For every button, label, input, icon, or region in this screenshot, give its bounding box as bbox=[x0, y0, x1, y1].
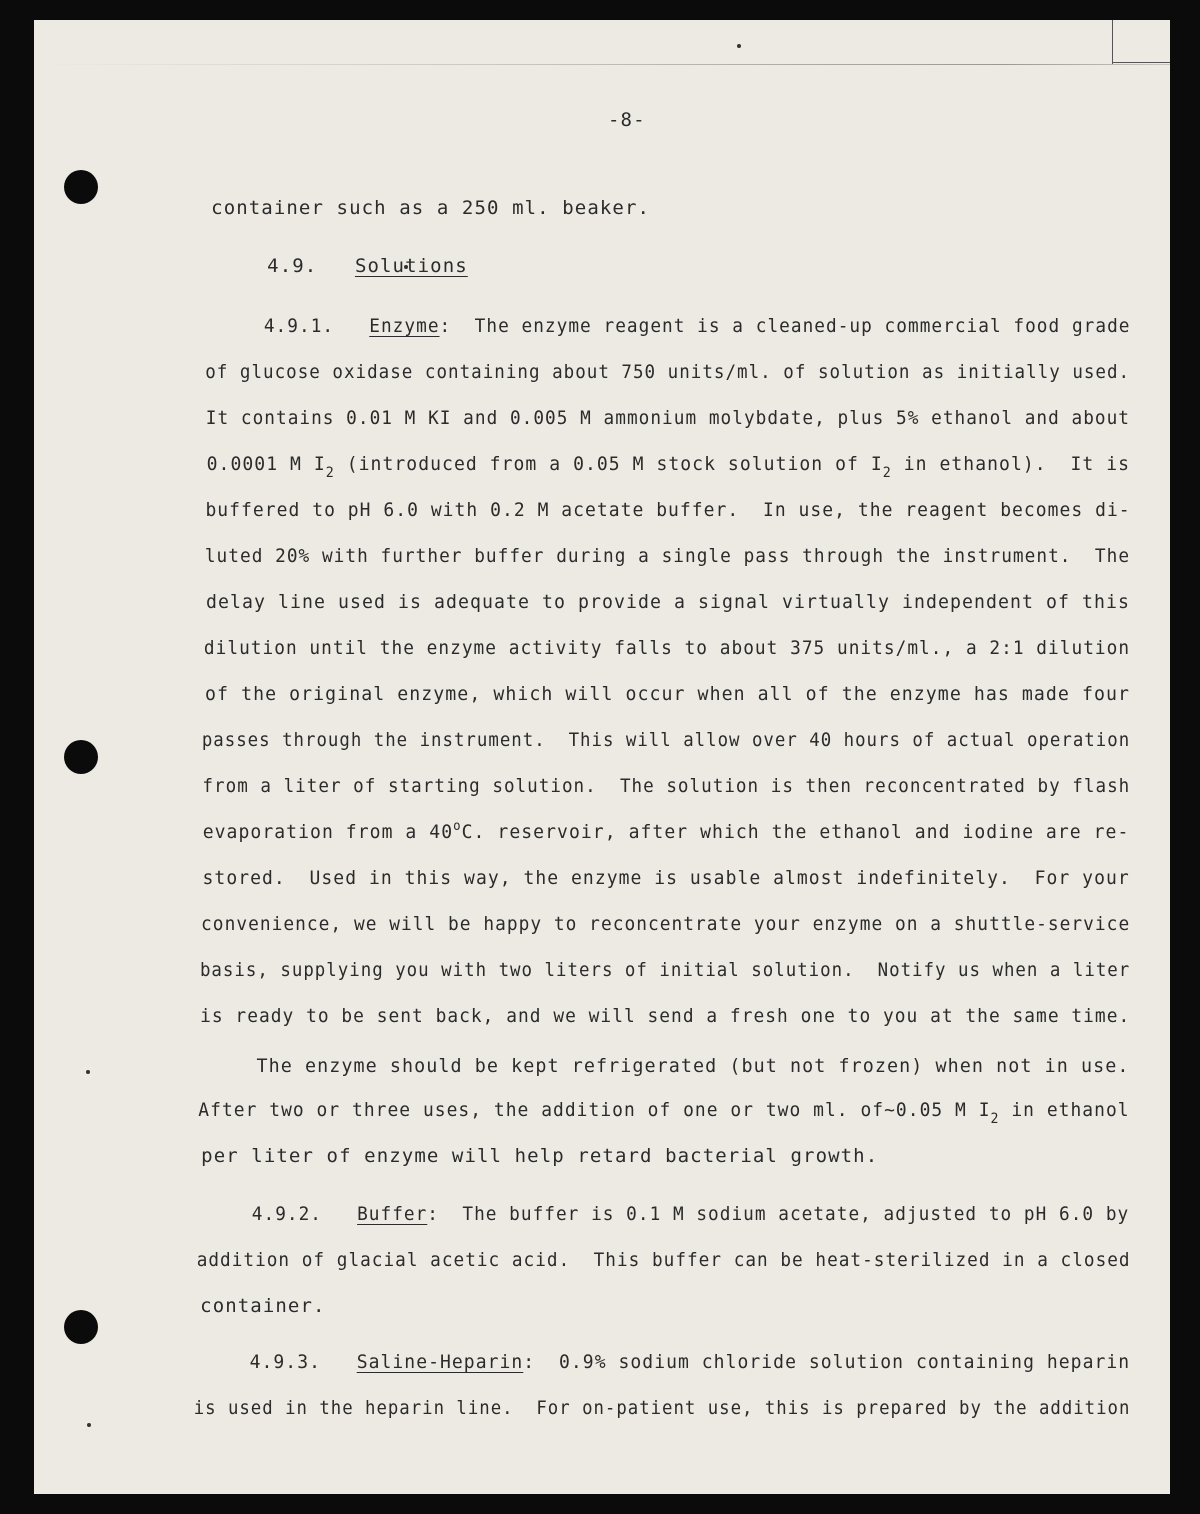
text-run: convenience, we will be happy to reconcentrate your enzyme on a shuttle-service bbox=[201, 913, 1131, 935]
subscript: 2 bbox=[990, 1111, 1000, 1127]
text-run: : The enzyme reagent is a cleaned-up commercial food grade bbox=[439, 315, 1131, 337]
text-run: The enzyme should be kept refrigerated (but not frozen) when not in use. bbox=[256, 1055, 1130, 1077]
text-run: stored. Used in this way, the enzyme is usable almost indefinitely. For your bbox=[202, 867, 1130, 889]
text-run: is ready to be sent back, and we will send a fresh one to you at the same time. bbox=[200, 1005, 1131, 1027]
text-run: from a liter of starting solution. The solution is then reconcentrated by flash bbox=[202, 775, 1131, 797]
fold-line bbox=[34, 64, 1170, 65]
section-title: Solutions bbox=[354, 255, 468, 277]
text-run: passes through the instrument. This will allow over 40 hours of actual operation bbox=[201, 729, 1131, 751]
text-run: luted 20% with further buffer during a single pass through the instrument. The bbox=[204, 545, 1131, 567]
text-run: of the original enzyme, which will occur when all of the enzyme has made four bbox=[205, 683, 1130, 705]
subsection-number: 4.9.1. bbox=[263, 315, 370, 337]
text-run: addition of glacial acetic acid. This buffer can be heat-sterilized in a closed bbox=[196, 1249, 1131, 1271]
text-run: of glucose oxidase containing about 750 units/ml. of solution as initially used. bbox=[205, 361, 1131, 383]
subsection-number: 4.9.3. bbox=[249, 1351, 357, 1373]
text-run: delay line used is adequate to provide a signal virtually independent of this bbox=[205, 591, 1130, 613]
text-line bbox=[148, 1372, 1130, 1444]
corner-mark bbox=[1112, 62, 1170, 63]
corner-mark bbox=[1112, 20, 1113, 64]
punch-hole-top bbox=[64, 170, 98, 204]
subsection-title: Saline-Heparin bbox=[356, 1351, 524, 1373]
text-run: container. bbox=[200, 1295, 326, 1317]
text-run: C. reservoir, after which the ethanol and iodine are re- bbox=[461, 821, 1130, 843]
text-run: evaporation from a 40 bbox=[202, 821, 454, 843]
text-run: in ethanol). It is bbox=[891, 453, 1131, 475]
text-run: in ethanol bbox=[999, 1099, 1130, 1121]
text-run: basis, supplying you with two liters of initial solution. Notify us when a liter bbox=[199, 959, 1131, 981]
text-run: After two or three uses, the addition of one or two ml. of~0.05 M I bbox=[198, 1099, 991, 1121]
subscript: 2 bbox=[882, 465, 892, 481]
text-run: : 0.9% sodium chloride solution containing heparin bbox=[523, 1351, 1131, 1373]
text-run: per liter of enzyme will help retard bacterial growth. bbox=[201, 1145, 879, 1167]
text-run: : The buffer is 0.1 M sodium acetate, adjusted to pH 6.0 by bbox=[427, 1203, 1130, 1225]
page-number: -8- bbox=[608, 109, 646, 131]
subscript: 2 bbox=[325, 465, 335, 481]
ink-speck bbox=[737, 44, 741, 48]
text-run: It contains 0.01 M KI and 0.005 M ammonium molybdate, plus 5% ethanol and about bbox=[205, 407, 1131, 429]
text-run: buffered to pH 6.0 with 0.2 M acetate buffer. In use, the reagent becomes di- bbox=[205, 499, 1131, 521]
ink-speck bbox=[87, 1423, 91, 1427]
text-run: container such as a 250 ml. beaker. bbox=[211, 197, 651, 219]
punch-hole-bottom bbox=[64, 1310, 98, 1344]
section-number: 4.9. bbox=[267, 255, 355, 277]
text-run: 0.0001 M I bbox=[206, 453, 326, 475]
subsection-number: 4.9.2. bbox=[251, 1203, 358, 1225]
text-run: is used in the heparin line. For on-patient use, this is prepared by the addition bbox=[193, 1397, 1131, 1419]
ink-speck bbox=[86, 1070, 90, 1074]
text-run: (introduced from a 0.05 M stock solution of I bbox=[334, 453, 883, 475]
punch-hole-middle bbox=[64, 740, 98, 774]
degree-superscript: o bbox=[453, 819, 462, 834]
text-run: dilution until the enzyme activity falls to about 375 units/ml., a 2:1 dilution bbox=[203, 637, 1131, 659]
document-page bbox=[34, 20, 1170, 1494]
subsection-title: Enzyme bbox=[369, 315, 440, 337]
subsection-title: Buffer bbox=[357, 1203, 428, 1225]
